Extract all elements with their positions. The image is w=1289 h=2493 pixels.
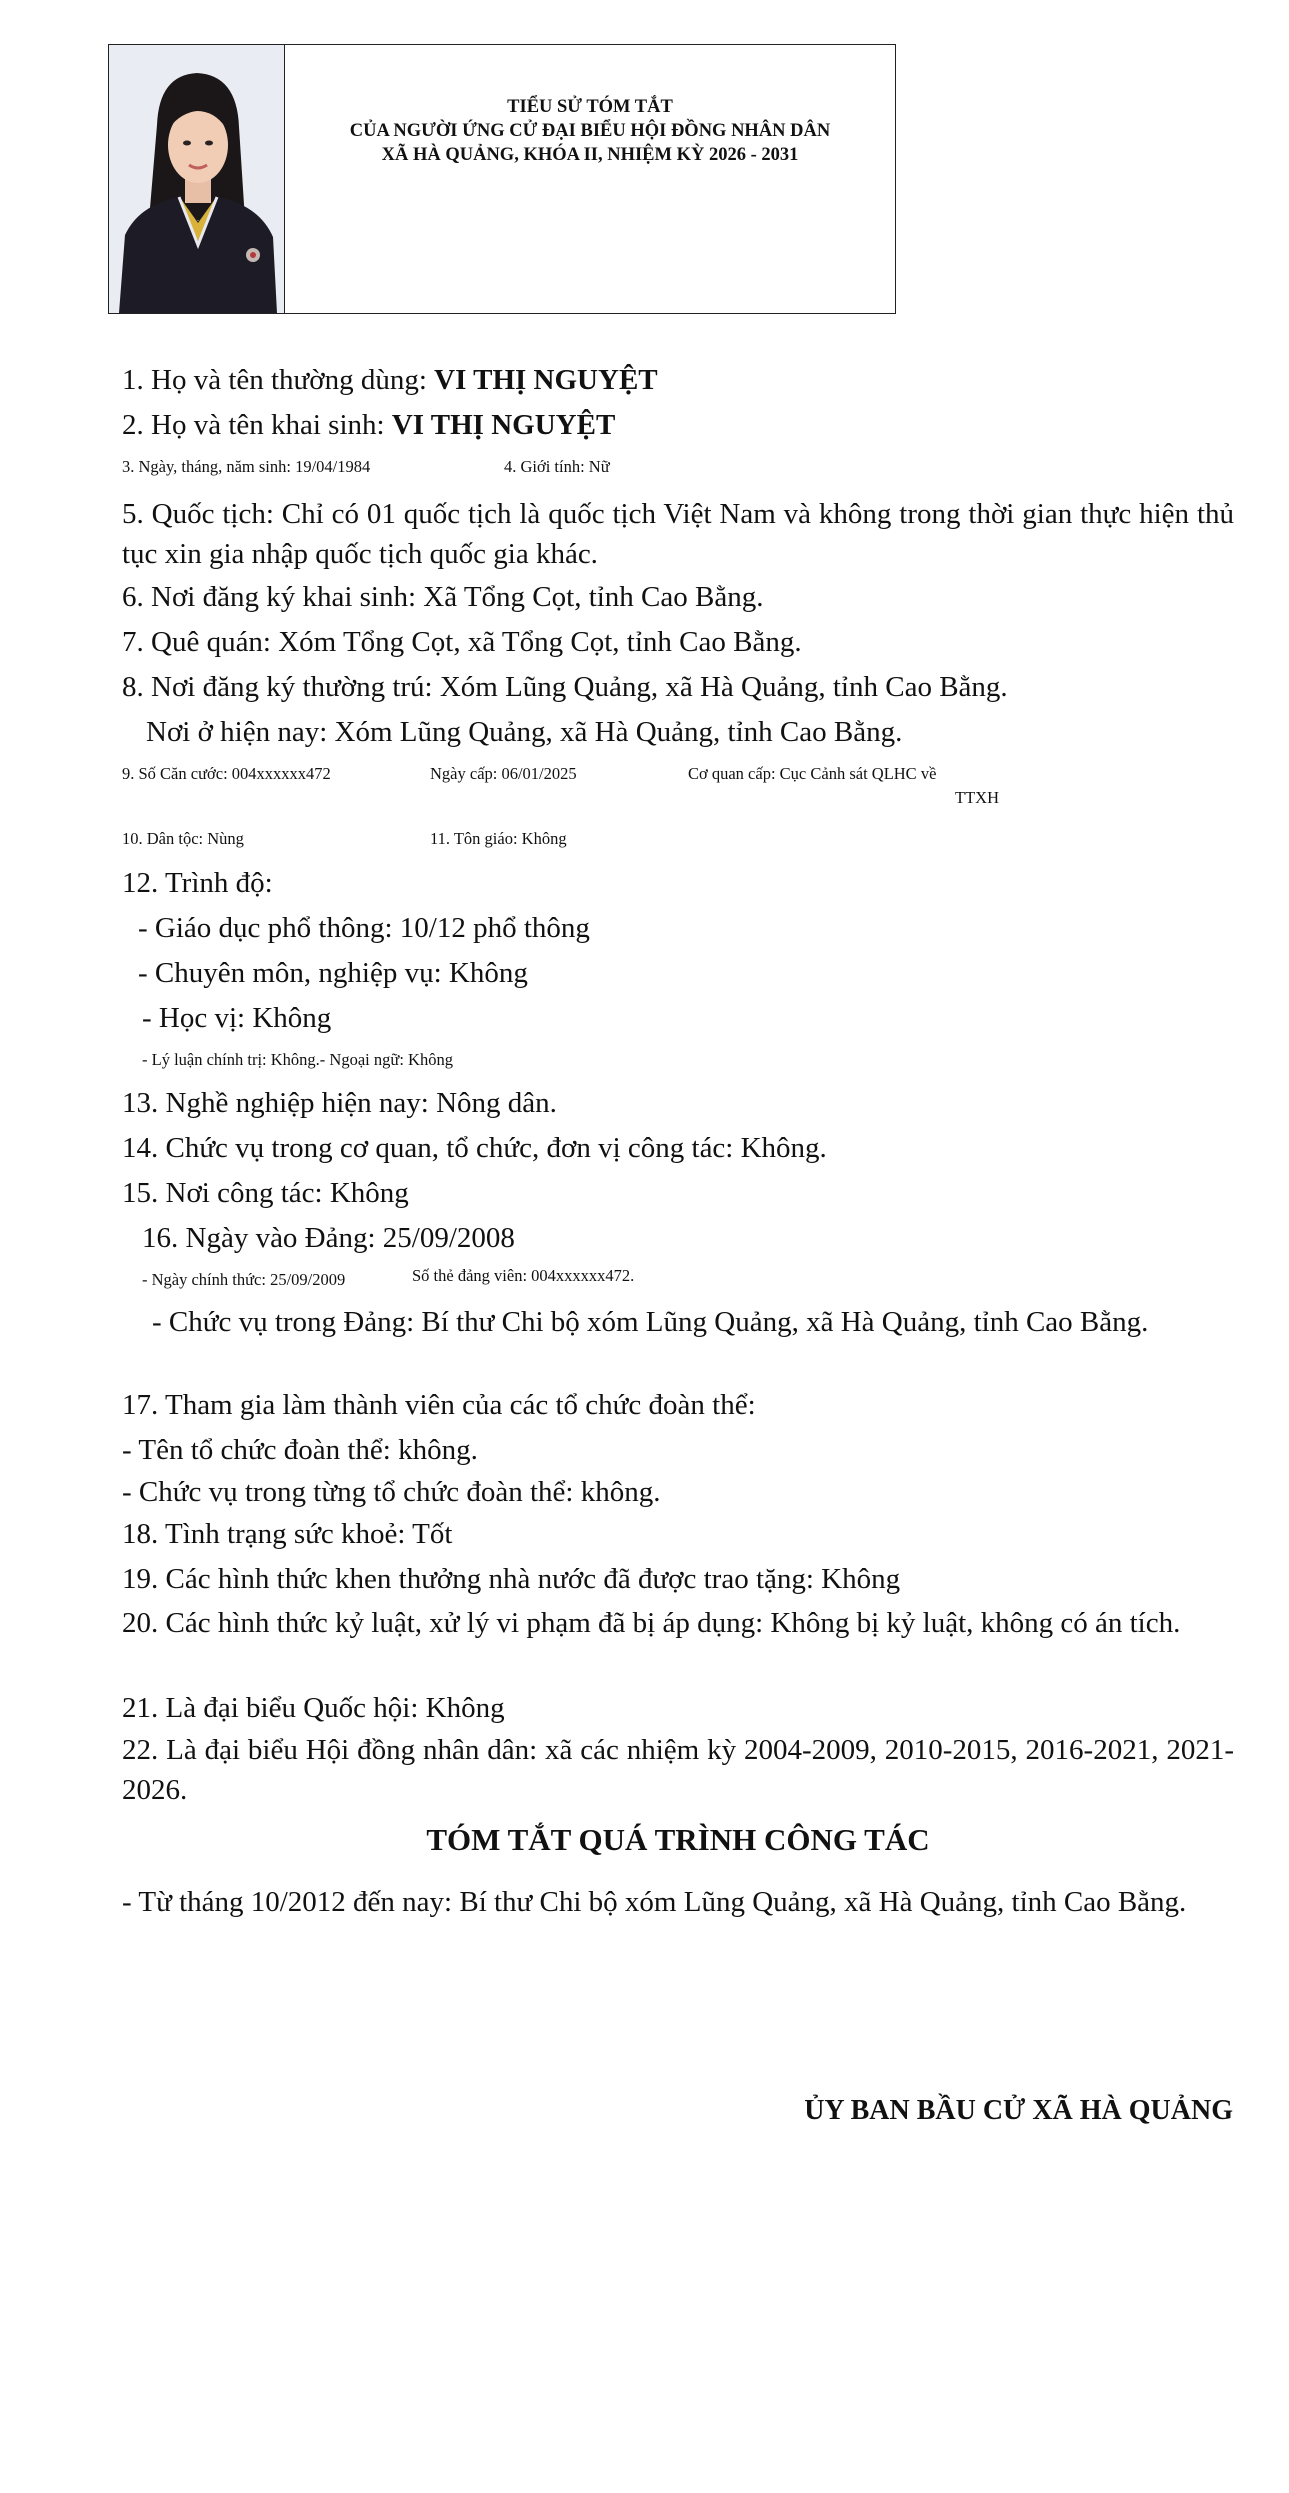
item-1-value: VI THỊ NGUYỆT — [434, 364, 658, 396]
item-20-discipline: 20. Các hình thức kỷ luật, xử lý vi phạm đã bị áp dụng: Không bị kỷ luật, không có án tích. — [122, 1607, 1181, 1639]
item-2-label: 2. Họ và tên khai sinh: — [122, 409, 392, 441]
candidate-photo — [109, 45, 285, 313]
header-line-3: XÃ HÀ QUẢNG, KHÓA II, NHIỆM KỲ 2026 - 2031 — [381, 145, 799, 165]
item-9-id-number: 9. Số Căn cước: 004xxxxxx472 — [122, 764, 331, 783]
item-8-current-residence: Nơi ở hiện nay: Xóm Lũng Quảng, xã Hà Quảng, tỉnh Cao Bằng. — [146, 716, 903, 748]
item-2 — [122, 405, 615, 445]
item-13-occupation: 13. Nghề nghiệp hiện nay: Nông dân. — [122, 1087, 557, 1119]
header-line-2: CỦA NGƯỜI ỨNG CỬ ĐẠI BIỂU HỘI ĐỒNG NHÂN DÂN — [349, 121, 831, 141]
item-17-org-name: - Tên tổ chức đoàn thể: không. — [122, 1434, 478, 1466]
item-12-general-education: - Giáo dục phổ thông: 10/12 phổ thông — [138, 912, 590, 944]
header-box — [108, 44, 896, 314]
item-11-religion: 11. Tôn giáo: Không — [430, 829, 567, 848]
item-17-org-position: - Chức vụ trong từng tổ chức đoàn thể: không. — [122, 1476, 661, 1508]
item-12-politics-language: - Lý luận chính trị: Không.- Ngoại ngữ: Không — [142, 1050, 453, 1069]
item-16-official-date: - Ngày chính thức: 25/09/2009 — [142, 1270, 346, 1289]
item-19-awards: 19. Các hình thức khen thưởng nhà nước đã được trao tặng: Không — [122, 1563, 901, 1595]
item-17-organizations: 17. Tham gia làm thành viên của các tổ chức đoàn thể: — [122, 1389, 756, 1421]
item-5-nationality: 5. Quốc tịch: Chỉ có 01 quốc tịch là quốc tịch Việt Nam và không trong thời gian thực hiện thủ tục xin gia nhập quốc tịch quốc gia khác. — [122, 498, 1234, 570]
career-title: TÓM TẮT QUÁ TRÌNH CÔNG TÁC — [426, 1822, 930, 1857]
item-8-permanent-residence: 8. Nơi đăng ký thường trú: Xóm Lũng Quảng, xã Hà Quảng, tỉnh Cao Bằng. — [122, 671, 1008, 703]
item-3-birthdate: 3. Ngày, tháng, năm sinh: 19/04/1984 — [122, 457, 371, 476]
item-9-issuer-cont: TTXH — [955, 788, 999, 807]
item-6-birth-registration: 6. Nơi đăng ký khai sinh: Xã Tổng Cọt, tỉnh Cao Bằng. — [122, 581, 764, 613]
item-10-ethnicity: 10. Dân tộc: Nùng — [122, 829, 244, 848]
item-15-workplace: 15. Nơi công tác: Không — [122, 1177, 409, 1209]
item-2-value: VI THỊ NGUYỆT — [391, 409, 616, 441]
item-1 — [122, 360, 658, 400]
item-22-council-terms: 22. Là đại biểu Hội đồng nhân dân: xã các nhiệm kỳ 2004-2009, 2010-2015, 2016-2021, 2021-2026. — [122, 1734, 1234, 1806]
item-14-position: 14. Chức vụ trong cơ quan, tổ chức, đơn vị công tác: Không. — [122, 1132, 827, 1164]
item-12-specialty: - Chuyên môn, nghiệp vụ: Không — [138, 957, 528, 989]
career-entry: - Từ tháng 10/2012 đến nay: Bí thư Chi bộ xóm Lũng Quảng, xã Hà Quảng, tỉnh Cao Bằng. — [122, 1886, 1187, 1918]
item-1-label: 1. Họ và tên thường dùng: — [122, 364, 435, 396]
item-4-gender: 4. Giới tính: Nữ — [504, 457, 610, 476]
item-21-national-assembly: 21. Là đại biểu Quốc hội: Không — [122, 1692, 505, 1724]
item-9-issue-date: Ngày cấp: 06/01/2025 — [430, 764, 577, 783]
item-18-health: 18. Tình trạng sức khoẻ: Tốt — [122, 1518, 453, 1550]
item-16-party-card: Số thẻ đảng viên: 004xxxxxx472. — [412, 1266, 635, 1285]
item-16-party-position: - Chức vụ trong Đảng: Bí thư Chi bộ xóm Lũng Quảng, xã Hà Quảng, tỉnh Cao Bằng. — [152, 1306, 1149, 1338]
item-16-party-date: 16. Ngày vào Đảng: 25/09/2008 — [142, 1222, 515, 1254]
header-title — [285, 95, 895, 167]
election-committee-signature: ỦY BAN BẦU CỬ XÃ HÀ QUẢNG — [804, 2095, 1233, 2126]
item-9-issuer: Cơ quan cấp: Cục Cảnh sát QLHC về — [688, 764, 937, 783]
item-7-hometown: 7. Quê quán: Xóm Tổng Cọt, xã Tổng Cọt, tỉnh Cao Bằng. — [122, 626, 802, 658]
item-12-degree: - Học vị: Không — [142, 1002, 332, 1034]
header-line-1: TIỂU SỬ TÓM TẮT — [507, 97, 673, 117]
item-12-education: 12. Trình độ: — [122, 867, 273, 899]
